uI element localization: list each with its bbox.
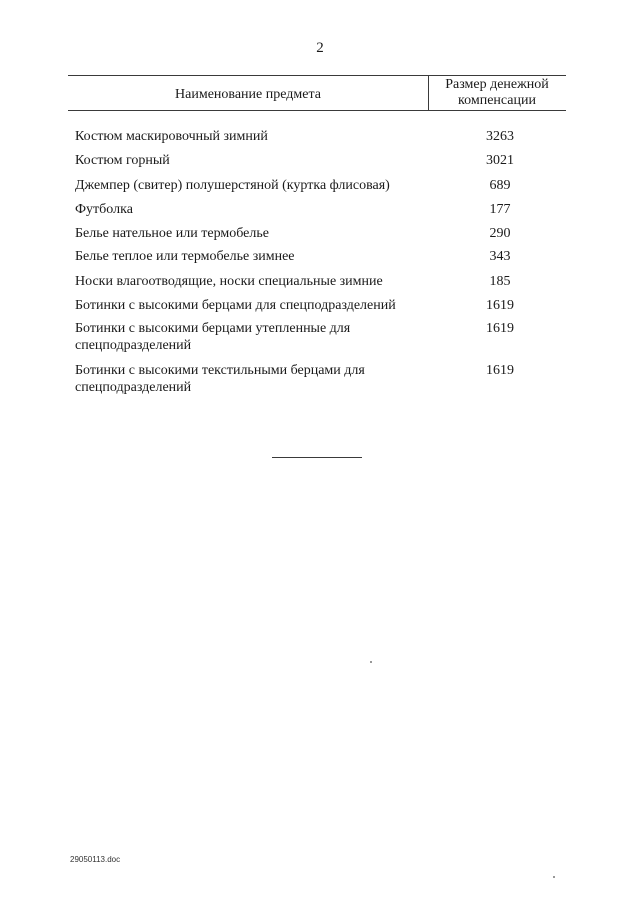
- item-name: Ботинки с высокими берцами для спецподразделений: [75, 298, 396, 313]
- item-amount: 185: [489, 274, 511, 289]
- footer-file-name: 29050113.doc: [70, 855, 121, 864]
- item-name: Ботинки с высокими берцами утепленные для спецподразделений: [75, 321, 351, 353]
- item-name: Джемпер (свитер) полушерстяной (куртка флисовая): [75, 178, 390, 193]
- item-amount: 290: [489, 226, 511, 241]
- scan-speck: [553, 876, 555, 878]
- item-name: Белье нательное или термобелье: [75, 226, 269, 241]
- item-amount: 1619: [486, 321, 514, 336]
- header-item-name: Наименование предмета: [175, 87, 321, 102]
- item-name: Белье теплое или термобелье зимнее: [75, 249, 295, 264]
- item-name: Ботинки с высокими текстильными берцами для спецподразделений: [75, 363, 365, 395]
- item-amount: 3263: [486, 129, 514, 144]
- end-of-document-line: [272, 457, 362, 458]
- header-compensation-amount: Размер денежной компенсации: [445, 77, 549, 108]
- item-name: Костюм маскировочный зимний: [75, 129, 268, 144]
- scan-speck: [370, 661, 372, 663]
- item-name: Костюм горный: [75, 153, 170, 168]
- item-amount: 689: [489, 178, 511, 193]
- item-name: Носки влагоотводящие, носки специальные зимние: [75, 274, 383, 289]
- item-amount: 1619: [486, 363, 514, 378]
- item-amount: 3021: [486, 153, 514, 168]
- item-name: Футболка: [75, 202, 133, 217]
- item-amount: 343: [489, 249, 511, 264]
- item-amount: 177: [489, 202, 511, 217]
- page-number: 2: [316, 40, 324, 56]
- table-header-bottom-rule: [68, 110, 566, 111]
- item-amount: 1619: [486, 298, 514, 313]
- table-top-rule: [68, 75, 566, 76]
